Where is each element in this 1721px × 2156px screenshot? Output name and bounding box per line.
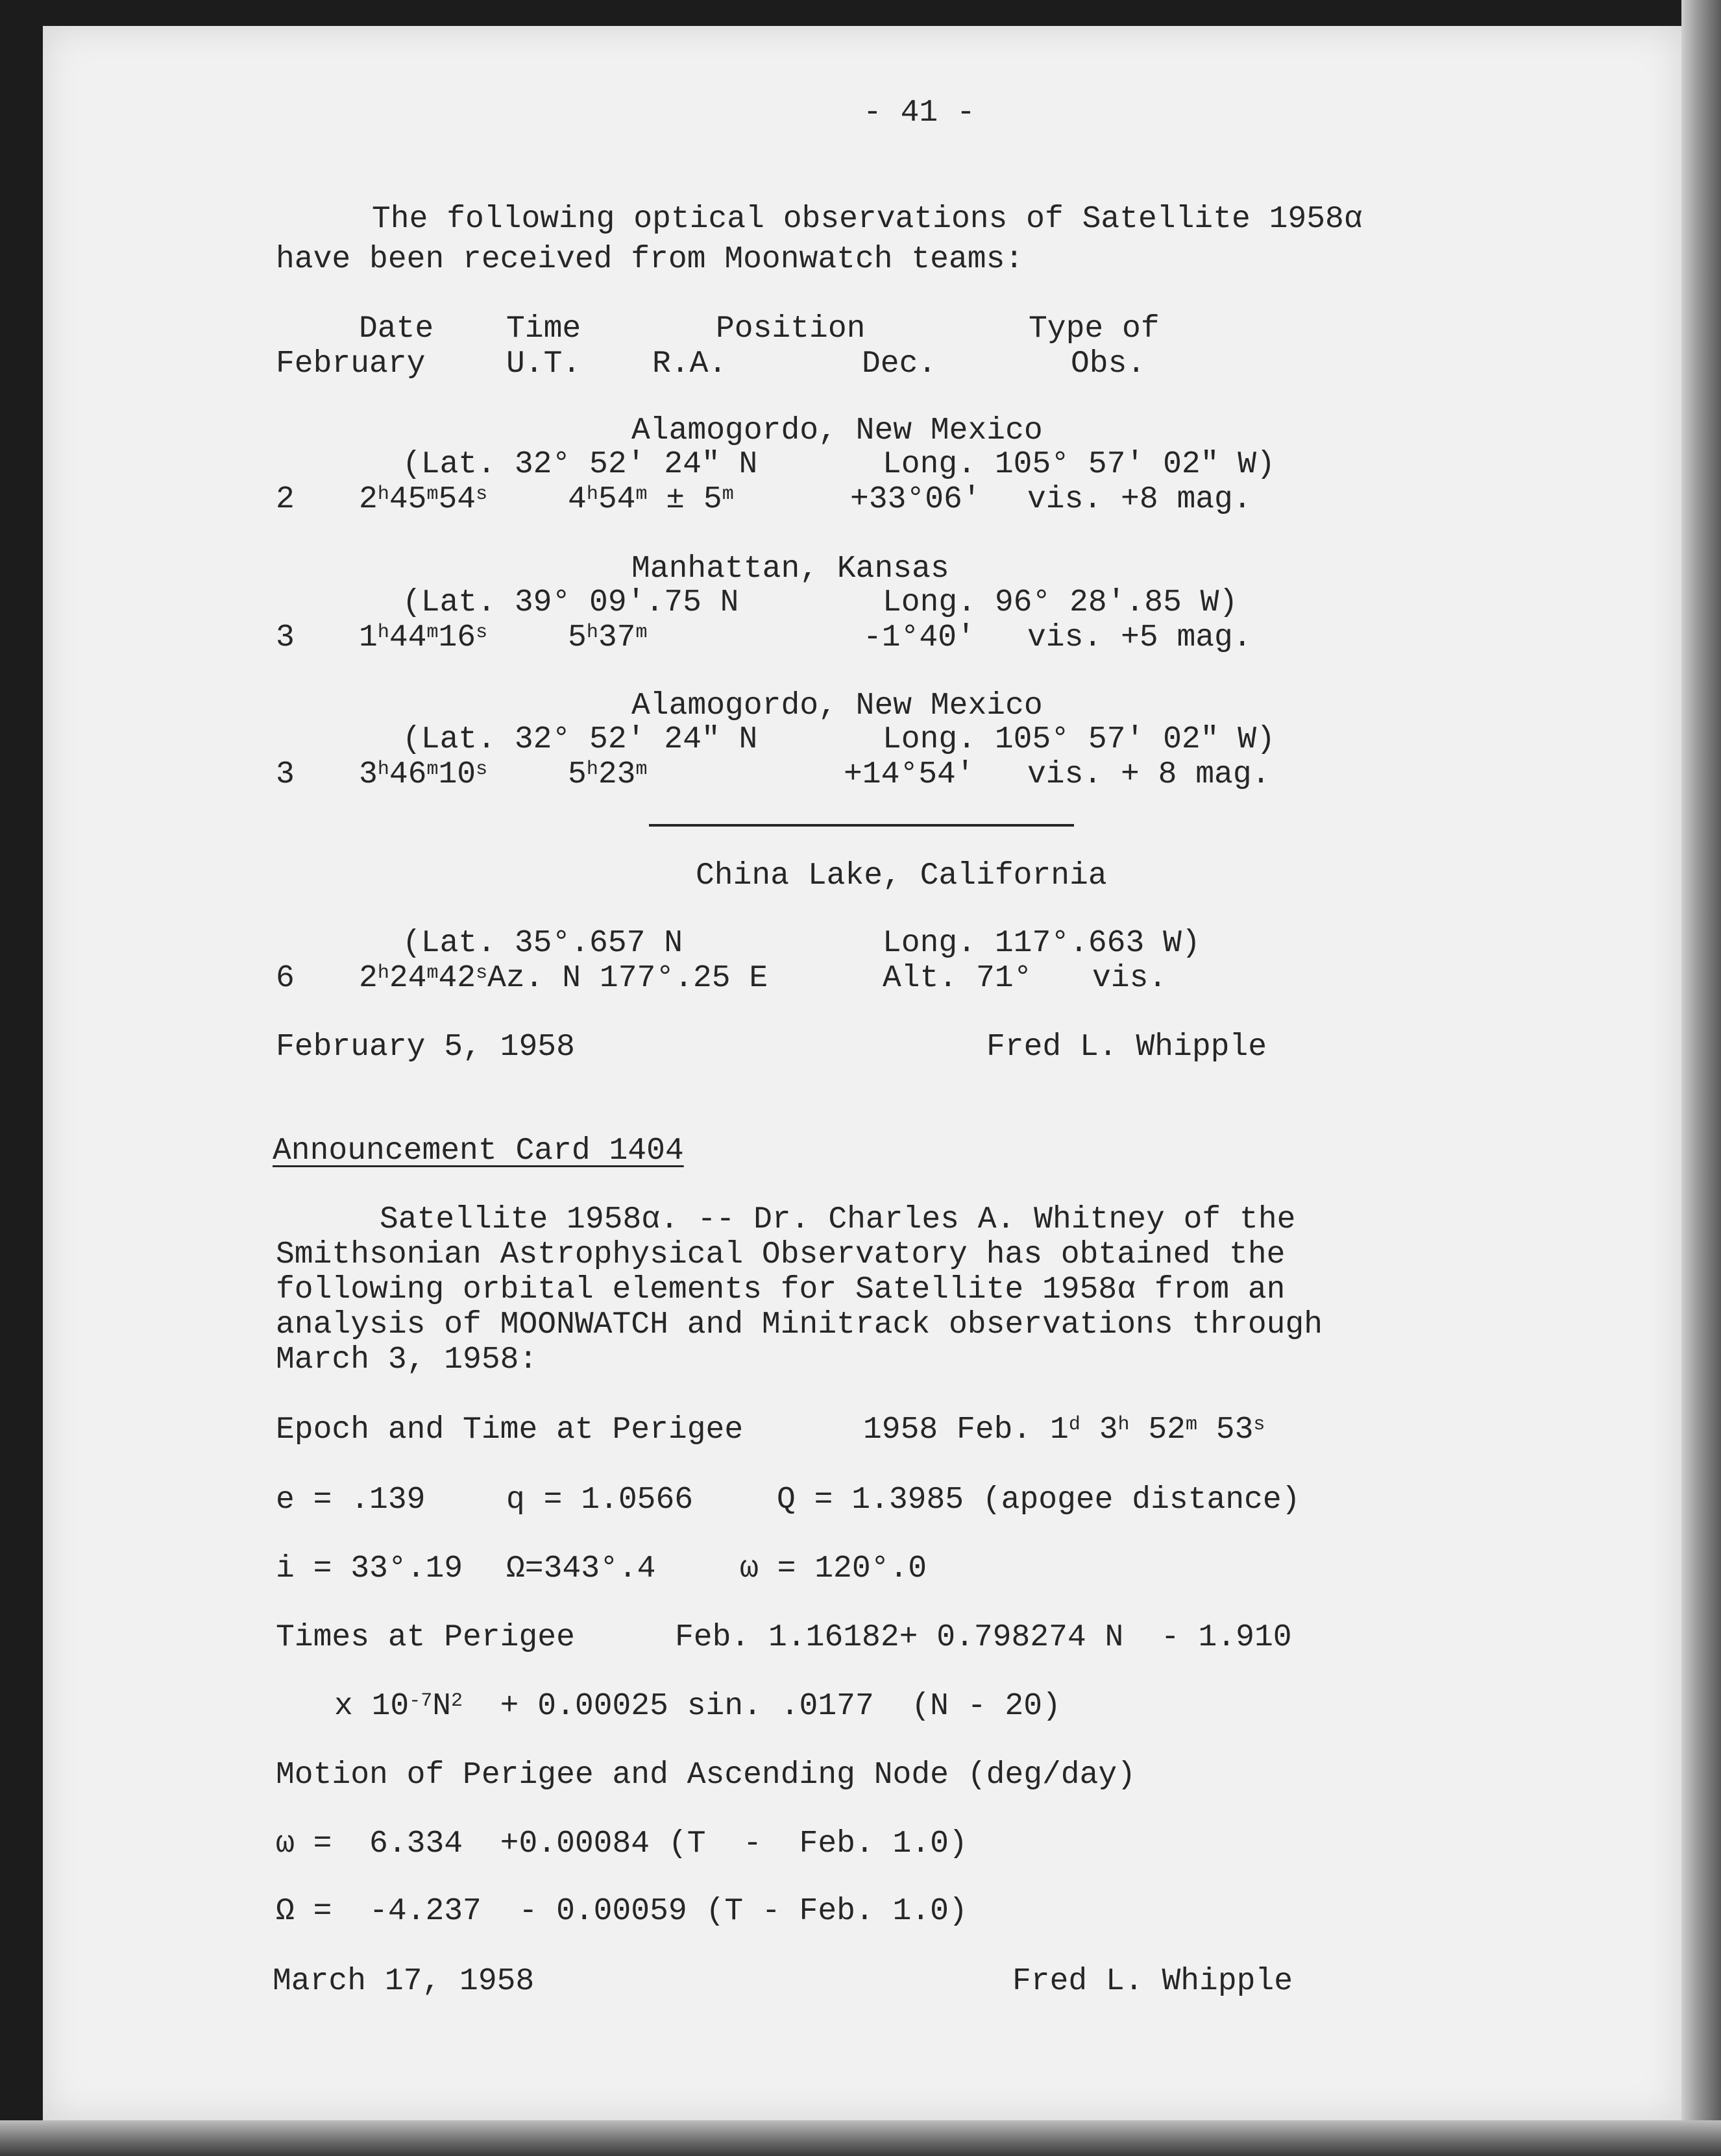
time-3: 3$^h$46$^m$10$^s$ <box>359 757 488 792</box>
header-time: Time <box>506 311 581 346</box>
element-q: q = 1.0566 <box>506 1483 694 1518</box>
ra-2: 5$^h$37$^m$ <box>568 620 648 655</box>
card-para-line-4: analysis of MOONWATCH and Minitrack observations through <box>276 1307 1323 1342</box>
long-3: Long. 105° 57' 02" W) <box>883 722 1275 757</box>
times-label: Times at Perigee <box>276 1620 575 1655</box>
card-para-line-3: following orbital elements for Satellite 1958α from an <box>276 1272 1286 1307</box>
page-number: - 41 - <box>863 95 975 130</box>
scan-edge-right <box>1681 0 1721 2156</box>
long-1: Long. 105° 57' 02" W) <box>883 447 1275 482</box>
time-4: 2$^h$24$^m$42$^s$Az. N 177°.25 E <box>359 961 768 996</box>
signature-name-2: Fred L. Whipple <box>1012 1964 1293 1999</box>
motion-label: Motion of Perigee and Ascending Node (deg/day) <box>276 1758 1136 1793</box>
time-2: 1$^h$44$^m$16$^s$ <box>359 620 488 655</box>
header-ra: R.A. <box>652 346 727 382</box>
intro-line-1: The following optical observations of Satellite 1958α <box>372 202 1363 237</box>
card-para-line-1: Satellite 1958α. -- Dr. Charles A. Whitney of the <box>380 1202 1296 1237</box>
day-3: 3 <box>276 757 295 792</box>
intro-line-2: have been received from Moonwatch teams: <box>276 242 1024 277</box>
divider-rule <box>649 824 1074 827</box>
long-2: Long. 96° 28'.85 W) <box>883 585 1238 620</box>
day-1: 2 <box>276 482 295 517</box>
header-position: Position <box>716 311 866 346</box>
alt-4: Alt. 71° <box>883 961 1032 996</box>
long-4: Long. 117°.663 W) <box>883 926 1201 961</box>
element-e: e = .139 <box>276 1483 426 1518</box>
day-2: 3 <box>276 620 295 655</box>
station-2: Manhattan, Kansas <box>631 551 949 587</box>
signature-name-1: Fred L. Whipple <box>986 1030 1267 1065</box>
time-1: 2$^h$45$^m$54$^s$ <box>359 482 488 517</box>
node-dot-formula: Ω = -4.237 - 0.00059 (T - Feb. 1.0) <box>276 1894 968 1929</box>
dec-3: +14°54' <box>844 757 975 792</box>
header-date: Date <box>359 311 434 346</box>
station-4: China Lake, California <box>696 858 1107 893</box>
times-value-2: x $10^{-7}N^2 + 0.00025$ sin. .0177 (N - 20) <box>334 1689 1061 1724</box>
element-i: i = 33°.19 <box>276 1551 463 1586</box>
element-Q: Q = 1.3985 (apogee distance) <box>777 1483 1300 1518</box>
header-ut: U.T. <box>506 346 581 382</box>
type-2: vis. +5 mag. <box>1027 620 1252 655</box>
card-para-line-2: Smithsonian Astrophysical Observatory has obtained the <box>276 1237 1286 1272</box>
station-1: Alamogordo, New Mexico <box>631 413 1043 448</box>
lat-1: (Lat. 32° 52' 24" N <box>402 447 758 482</box>
omega-dot-formula: ω = 6.334 +0.00084 (T - Feb. 1.0) <box>276 1826 968 1861</box>
day-4: 6 <box>276 961 295 996</box>
station-3: Alamogordo, New Mexico <box>631 688 1043 723</box>
header-type-of: Type of <box>1029 311 1160 346</box>
dec-2: -1°40' <box>863 620 975 655</box>
card-title: Announcement Card 1404 <box>273 1133 684 1169</box>
element-node: Ω=343°.4 <box>506 1551 656 1586</box>
ra-3: 5$^h$23$^m$ <box>568 757 648 792</box>
header-obs: Obs. <box>1071 346 1146 382</box>
signature-date-1: February 5, 1958 <box>276 1030 575 1065</box>
ra-1: $4^h54^m \pm 5^m$ <box>568 482 734 517</box>
card-para-line-5: March 3, 1958: <box>276 1342 538 1377</box>
lat-3: (Lat. 32° 52' 24" N <box>402 722 758 757</box>
header-dec: Dec. <box>862 346 937 382</box>
scan-edge-bottom <box>0 2120 1721 2156</box>
epoch-label: Epoch and Time at Perigee <box>276 1412 744 1447</box>
type-3: vis. + 8 mag. <box>1027 757 1271 792</box>
lat-4: (Lat. 35°.657 N <box>402 926 683 961</box>
type-4: vis. <box>1092 961 1167 996</box>
element-omega: ω = 120°.0 <box>740 1551 927 1586</box>
header-february: February <box>276 346 426 382</box>
dec-1: +33°06' <box>850 482 981 517</box>
times-value: Feb. 1.16182+ 0.798274 N - 1.910 <box>675 1620 1292 1655</box>
epoch-value: 1958 Feb. 1$^d$ 3$^h$ 52$^m$ 53$^s$ <box>863 1412 1265 1447</box>
type-1: vis. +8 mag. <box>1027 482 1252 517</box>
signature-date-2: March 17, 1958 <box>273 1964 535 1999</box>
lat-2: (Lat. 39° 09'.75 N <box>402 585 739 620</box>
